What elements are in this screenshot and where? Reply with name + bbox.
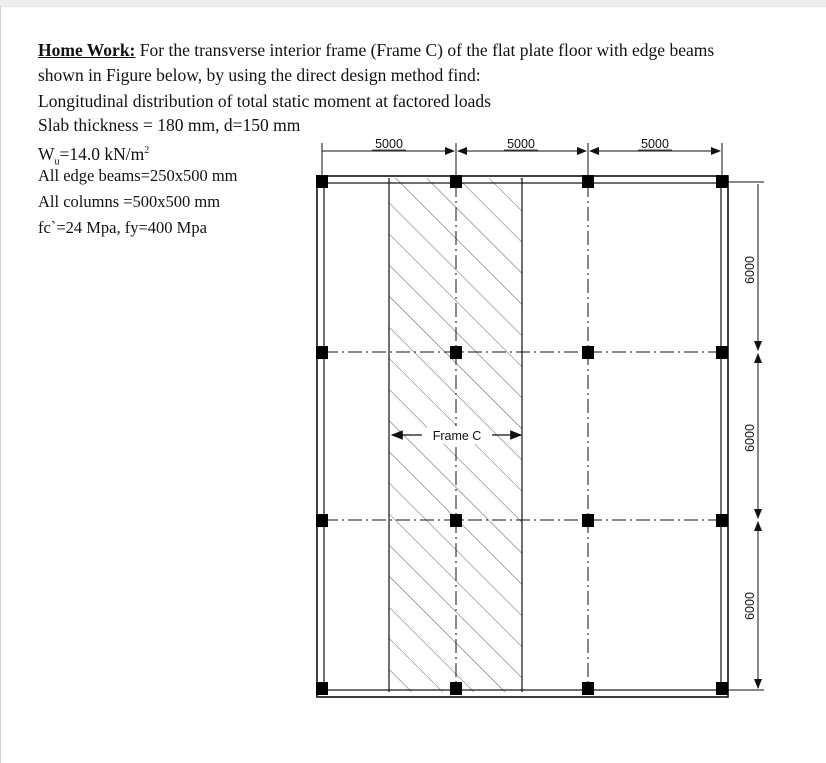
wu-superscript: 2 bbox=[144, 145, 150, 156]
column bbox=[582, 514, 594, 527]
wu-value: =14.0 kN/m bbox=[59, 143, 145, 164]
column bbox=[316, 175, 328, 188]
column bbox=[716, 346, 728, 359]
frame-c-label: Frame C bbox=[432, 429, 482, 443]
column bbox=[716, 514, 728, 527]
columns-spec: All columns =500x500 mm bbox=[38, 192, 221, 211]
column bbox=[716, 682, 728, 695]
side-label-3: 6000 bbox=[743, 592, 757, 620]
column bbox=[316, 514, 328, 527]
column bbox=[450, 514, 462, 527]
span-label-1: 5000 bbox=[375, 137, 403, 151]
column bbox=[450, 682, 462, 695]
column bbox=[582, 682, 594, 695]
span-label-2: 5000 bbox=[507, 137, 535, 151]
column bbox=[450, 175, 462, 188]
problem-line-2: shown in Figure below, by using the direct design method find: bbox=[38, 65, 481, 85]
span-label-3: 5000 bbox=[641, 137, 669, 151]
edge-beams-spec: All edge beams=250x500 mm bbox=[38, 166, 238, 185]
column bbox=[316, 346, 328, 359]
slab-thickness: Slab thickness = 180 mm, d=150 mm bbox=[38, 115, 301, 135]
column bbox=[450, 346, 462, 359]
problem-line-3: Longitudinal distribution of total static moment at factored loads bbox=[38, 91, 491, 111]
wu-subscript: u bbox=[54, 156, 60, 168]
side-label-2: 6000 bbox=[743, 424, 757, 452]
column bbox=[582, 175, 594, 188]
materials-spec: fc`=24 Mpa, fy=400 Mpa bbox=[38, 218, 207, 237]
side-label-1: 6000 bbox=[743, 256, 757, 284]
problem-line-1-text: For the transverse interior frame (Frame C) of the flat plate floor with edge beams bbox=[135, 40, 715, 60]
column bbox=[316, 682, 328, 695]
wu-symbol: W bbox=[38, 143, 55, 164]
column bbox=[582, 346, 594, 359]
column bbox=[716, 175, 728, 188]
homework-heading: Home Work: bbox=[38, 40, 136, 60]
